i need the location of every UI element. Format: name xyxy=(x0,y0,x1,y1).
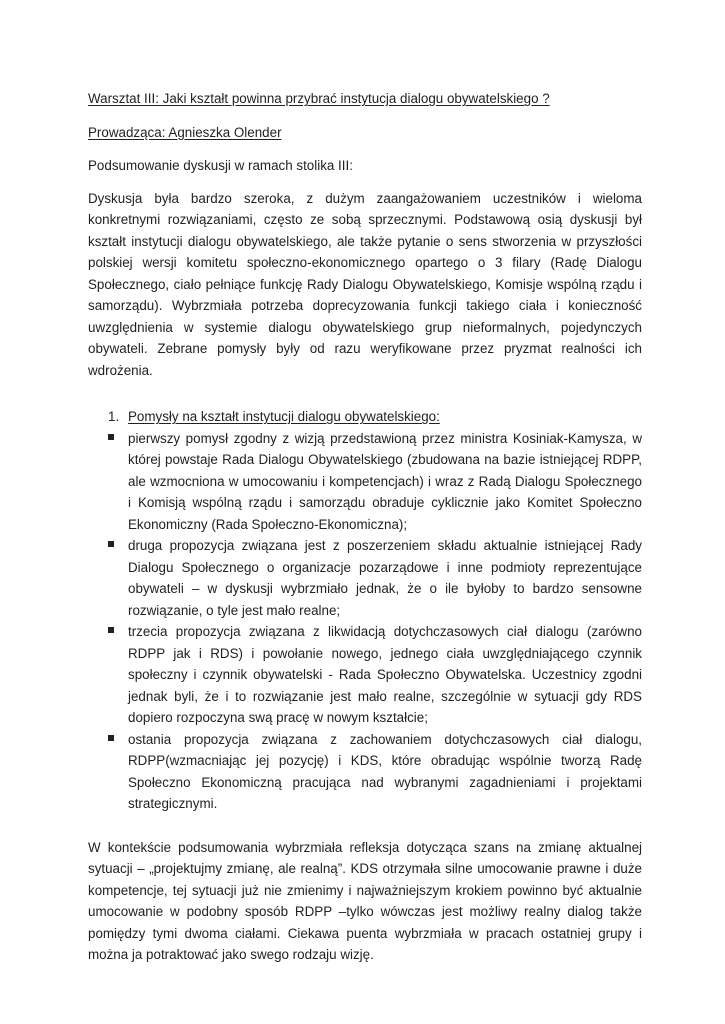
section-number: 1. xyxy=(108,409,120,424)
square-bullet-icon xyxy=(108,541,114,547)
proposal-list xyxy=(88,428,642,815)
section-heading xyxy=(108,406,642,428)
square-bullet-icon xyxy=(108,434,114,440)
list-item-text: druga propozycja związana jest z poszerzeniem składu aktualnie istniejącej Rady Dialogu Społecznego o organizacje pozarządowe i inne podmioty reprezentujące obywateli – w dyskusji wybrzmiało jednak, że o ile byłoby to bardzo sensowne rozwiązanie, o tyle jest mało realne; xyxy=(128,538,642,618)
list-item-text: ostania propozycja związana z zachowaniem dotychczasowych ciał dialogu, RDPP(wzmacniając jej pozycję) i KDS, które obradując wspólnie tworzą Radę Społeczno Ekonomiczną pracująca nad wybranymi zagadnieniami i projektami strategicznymi. xyxy=(128,731,642,811)
square-bullet-icon xyxy=(108,627,114,633)
closing-paragraph: W kontekście podsumowania wybrzmiała refleksja dotycząca szans na zmianę aktualnej sytuacji – „projektujmy zmianę, ale realną”. KDS otrzymała silne umocowanie prawne i duże kompetencje, tej sytuacji już nie zmienimy i najważniejszym krokiem powinno być aktualnie umocowanie w podobny sposób RDPP –tylko wówczas jest możliwy realny dialog także pomiędzy tymi dwoma ciałami. Ciekawa puenta wybrzmiała w pracach ostatniej grupy i można ja potraktować jako swego rodzaju wizję. xyxy=(88,839,642,962)
square-bullet-icon xyxy=(108,735,114,741)
facilitator-line: Prowadząca: Agnieszka Olender xyxy=(88,124,282,140)
intro-paragraph: Dyskusja była bardzo szeroka, z dużym zaangażowaniem uczestników i wieloma konkretnymi rozwiązaniami, często ze sobą sprzecznymi. Podstawową osią dyskusji był kształt instytucji dialogu obywatelskiego, ale także pytanie o sens stworzenia w przyszłości polskiej wersji komitetu społeczno-ekonomicznego opartego o 3 filary (Radę Dialogu Społecznego, ciało pełniące funkcję Rady Dialogu Obywatelskiego, Komisje wspólną rządu i samorządu). Wybrzmiała potrzeba doprecyzowania funkcji takiego ciała i konieczność uwzględnienia w systemie dialogu obywatelskiego grup nieformalnych, pojedynczych obywateli. Zebrane pomysły były od razu weryfikowane przez pryzmat realności ich wdrożenia. xyxy=(88,190,642,378)
list-item xyxy=(88,428,642,536)
section-title: Pomysły na kształt instytucji dialogu obywatelskiego: xyxy=(128,409,440,424)
list-item-text: trzecia propozycja związana z likwidacją dotychczasowych ciał dialogu (zarówno RDPP jak i RDS) i powołanie nowego, jednego ciała uwzględniającego czynnik społeczny i czynnik obywatelski - Rada Społeczno Obywatelska. Uczestnicy zgodni jednak byli, że i to rozwiązanie jest mało realne, szczególnie w sytuacji gdy RDS dopiero rozpoczyna swą pracę w nowym kształcie; xyxy=(128,624,642,725)
list-item xyxy=(88,621,642,729)
workshop-title: Warsztat III: Jaki kształt powinna przybrać instytucja dialogu obywatelskiego ? xyxy=(88,91,550,106)
list-item xyxy=(88,729,642,815)
summary-heading: Podsumowanie dyskusji w ramach stolika III: xyxy=(88,158,353,173)
list-item-text: pierwszy pomysł zgodny z wizją przedstawioną przez ministra Kosiniak-Kamysza, w której powstaje Rada Dialogu Obywatelskiego (zbudowana na bazie istniejącej RDPP, ale wzmocniona w umocowaniu i kompetencjach) i wraz z Radą Dialogu Społecznego i Komisją wspólną rządu i samorządu obraduje cyklicznie jako Komitet Społeczno Ekonomiczny (Rada Społeczno-Ekonomiczna); xyxy=(128,430,642,532)
list-item xyxy=(88,535,642,621)
